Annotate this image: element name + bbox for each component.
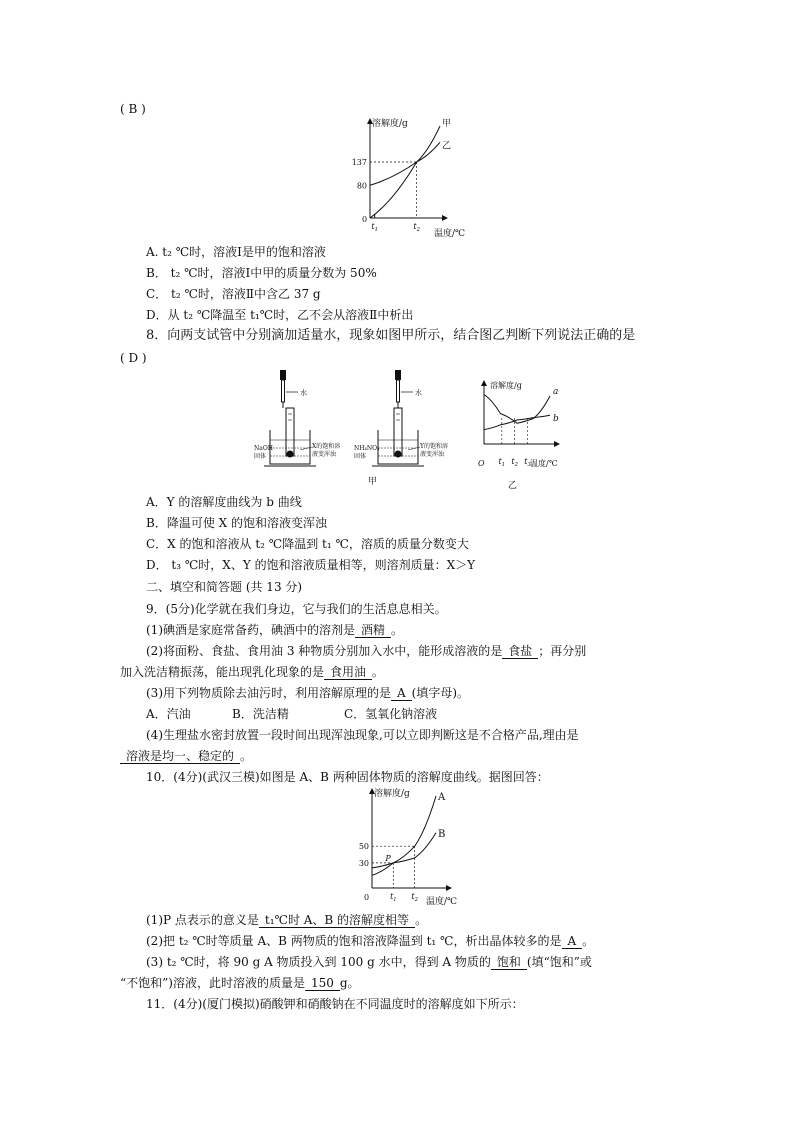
q9-part3-option-b: B．洗洁精: [232, 707, 289, 721]
q10-part2: (2)把 t₂ ℃时等质量 A、B 两物质的饱和溶液降温到 t₁ ℃，析出晶体较多的是 A 。: [146, 934, 595, 948]
beaker1-note1: X的饱和溶: [312, 443, 341, 450]
q7-answer: ( B ): [120, 102, 146, 116]
beaker1-solid2: 固体: [254, 453, 267, 460]
series-b: [484, 415, 550, 429]
xtick-t3: $t_3$: [524, 457, 531, 468]
origin-label: 0: [362, 215, 368, 224]
q9-answer-4: 溶液是均一、稳定的: [120, 749, 240, 764]
dropper-1: [280, 370, 298, 408]
q10-answer-3b: 150: [305, 976, 340, 991]
q9-answer-2b: 食用油: [324, 665, 372, 680]
q10-part3: (3) t₂ ℃时，将 90 g A 物质投入到 100 g 水中，得到 A 物质的 饱和 (填“饱和”或: [146, 955, 592, 969]
q8-stem: 8．向两支试管中分别滴加适量水，现象如图甲所示，结合图乙判断下列说法正确的是: [146, 328, 636, 343]
beaker1-solid: NaOH: [254, 445, 273, 452]
y-axis-arrow: [481, 380, 487, 386]
series-甲: [370, 126, 440, 218]
beaker-1: [264, 408, 316, 466]
beaker2-note1: Y的饱和溶: [420, 443, 448, 450]
y-axis-label: 溶解度/g: [372, 119, 408, 129]
q9-part2b: 加入洗洁精振荡，能出现乳化现象的是 食用油 。: [120, 665, 385, 679]
q8-option-c: C．X 的饱和溶液从 t₂ ℃降温到 t₁ ℃，溶质的质量分数变大: [146, 537, 469, 551]
xtick-t1: $t_1$: [498, 457, 506, 468]
q9-answer-3: A: [391, 686, 412, 701]
q10-part1: (1)P 点表示的意义是 t₁℃时 A、B 的溶解度相等 。: [146, 913, 428, 927]
q9-part3-option-c: C．氢氧化钠溶液: [344, 707, 438, 721]
fig-jia-caption: 甲: [368, 477, 378, 487]
q7-option-b: B． t₂ ℃时，溶液Ⅰ中甲的质量分数为 50%: [146, 266, 377, 280]
series-label-a: a: [553, 387, 559, 397]
q9-answer-2: 食盐: [502, 644, 538, 659]
series-label-甲: 甲: [442, 119, 452, 129]
x-axis-arrow: [554, 441, 560, 447]
q9-part3-option-a: A．汽油: [146, 707, 191, 721]
q7-option-a: A. t₂ ℃时，溶液Ⅰ是甲的饱和溶液: [146, 245, 326, 259]
xtick-t2: $t_2$: [413, 222, 420, 233]
beaker2-solid: NH₄NO₃: [354, 445, 380, 452]
y-axis-label: 溶解度/g: [490, 381, 522, 390]
xtick-t1: $t_1$: [390, 892, 397, 903]
y-axis-label: 溶解度/g: [374, 789, 410, 799]
q8-answer: ( D ): [120, 351, 147, 365]
ytick-50: 50: [358, 842, 369, 852]
xtick-t2: $t_2$: [511, 457, 518, 468]
q9-part1: (1)碘酒是家庭常备药，碘酒中的溶剂是 酒精 。: [146, 623, 404, 637]
q10-part3b: “不饱和”)溶液，此时溶液的质量是 150 g。: [120, 976, 360, 990]
q9-part4-answer-line: 溶液是均一、稳定的 。: [120, 748, 252, 764]
origin-label: O: [478, 459, 485, 468]
x-axis-arrow: [446, 885, 452, 891]
x-axis-arrow: [442, 215, 448, 221]
water-label-2: 水: [415, 389, 422, 397]
dropper-2: [395, 370, 413, 408]
q10-solubility-chart: [346, 784, 466, 908]
series-乙: [370, 142, 440, 185]
q8-option-d: D． t₃ ℃时，X、Y 的饱和溶液质量相等，则溶剂质量：X＞Y: [146, 558, 476, 572]
q9-answer-1: 酒精: [355, 623, 391, 638]
water-label-1: 水: [300, 389, 307, 397]
xtick-t1: $t_1$: [371, 222, 378, 233]
q10-answer-1: t₁℃时 A、B 的溶解度相等: [259, 913, 415, 928]
ytick-30: 30: [358, 858, 369, 868]
q7-option-d: D．从 t₂ ℃降温至 t₁℃时，乙不会从溶液Ⅱ中析出: [146, 308, 414, 322]
q10-stem: 10．(4分)(武汉三模)如图是 A、B 两种固体物质的溶解度曲线。据图回答：: [146, 770, 549, 784]
ytick-80: 80: [356, 181, 367, 191]
beaker2-solid2: 固体: [354, 453, 367, 460]
x-axis-label: 温度/℃: [426, 897, 458, 907]
series-A: [372, 796, 436, 875]
series-label-乙: 乙: [442, 141, 452, 152]
q9-part4: (4)生理盐水密封放置一段时间出现浑浊现象,可以立即判断这是不合格产品,理由是: [146, 728, 579, 742]
series-a: [484, 394, 550, 423]
q8-option-a: A．Y 的溶解度曲线为 b 曲线: [146, 495, 302, 509]
beaker2-note2: 液变浑浊: [420, 451, 445, 458]
q10-answer-3: 饱和: [491, 955, 527, 970]
origin-label: 0: [364, 893, 370, 902]
q8-option-b: B．降温可使 X 的饱和溶液变浑浊: [146, 516, 327, 530]
series-label-b: b: [553, 414, 559, 425]
q7-option-c: C． t₂ ℃时，溶液Ⅱ中含乙 37 g: [146, 287, 321, 301]
xtick-t2: $t_2$: [411, 892, 418, 903]
section2-title: 二、填空和简答题 (共 13 分): [146, 580, 303, 594]
series-label-B: B: [438, 828, 446, 840]
q8-solubility-chart: [474, 374, 584, 492]
beaker-2: [372, 408, 424, 466]
q9-part3: (3)用下列物质除去油污时，利用溶解原理的是 A (填字母)。: [146, 686, 470, 700]
q9-part2: (2)将面粉、食盐、食用油 3 种物质分别加入水中，能形成溶液的是 食盐 ；再分别: [146, 644, 587, 658]
ytick-137: 137: [351, 157, 367, 167]
x-axis-label: 温度/℃: [530, 459, 558, 468]
beaker1-note2: 液变浑浊: [312, 451, 337, 458]
q9-stem: 9．(5分)化学就在我们身边，它与我们的生活息息相关。: [146, 602, 447, 616]
q8-apparatus-figure: [250, 368, 470, 488]
point-p-label: P: [385, 853, 391, 863]
q7-solubility-chart: [340, 114, 470, 244]
x-axis-label: 温度/℃: [434, 229, 466, 239]
q11-stem: 11．(4分)(厦门模拟)硝酸钾和硝酸钠在不同温度时的溶解度如下所示：: [146, 997, 524, 1011]
series-label-A: A: [438, 792, 446, 803]
fig-yi-caption: 乙: [508, 481, 518, 491]
q10-answer-2: A: [562, 934, 583, 949]
